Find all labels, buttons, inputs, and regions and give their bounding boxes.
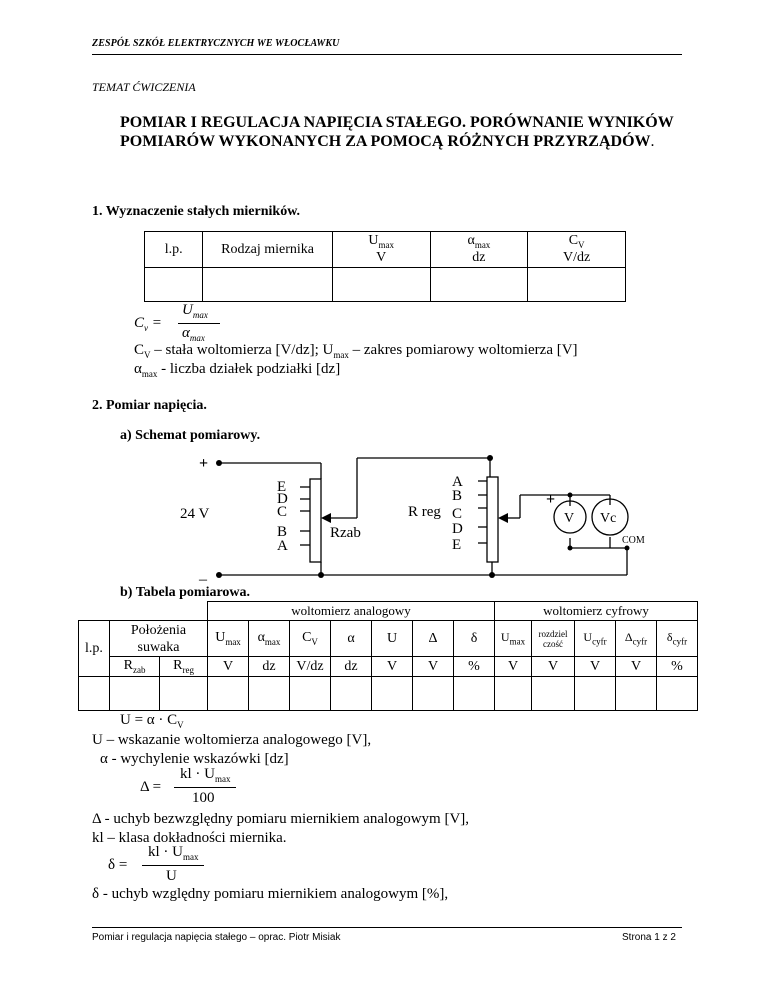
table-cell[interactable] [616,677,657,711]
group-analog: woltomierz analogowy [208,602,495,621]
table-cell[interactable] [79,677,110,711]
delta-rel-description: δ - uchyb względny pomiaru miernikiem analogowym [%], [92,886,449,902]
page-title: POMIAR I REGULACJA NAPIĘCIA STAŁEGO. PORÓWNANIE WYNIKÓW POMIARÓW WYKONANYCH ZA POMOCĄ RÓŻNYCH PRZYRZĄDÓW. [120,114,674,150]
cv-description: $C_V$ – stała woltomierza [V/dz]; $U_{max}$ – zakres pomiarowy woltomierza [V] [134,342,578,360]
col-u: U [372,621,413,657]
section1-heading: 1. Wyznaczenie stałych mierników. [92,204,301,219]
unit-cell: V [495,657,532,677]
unit-cell: V [372,657,413,677]
unit-cell: V [208,657,249,677]
rreg-label: R reg [408,504,441,520]
left-tap-label: C [277,504,288,520]
left-tap-label: E [277,479,287,495]
unit-cell: V [616,657,657,677]
minus-label: – [199,571,207,588]
col-resolution: rozdziel czość [532,621,575,657]
col-amax: $\alpha_{max}$ dz [430,232,528,268]
table-cell[interactable] [110,677,160,711]
kl-description: kl – klasa dokładności miernika. [92,830,287,846]
col-amax: $\alpha_{max}$ [249,621,290,657]
school-header: ZESPÓŁ SZKÓŁ ELEKTRYCZNYCH WE WŁOCŁAWKU [92,38,340,49]
eq-u: $U = \alpha \cdot C_V$ [120,712,184,730]
eq-delta: Δ = kl · $U_{max}$ 100 [140,768,250,808]
col-lp: l.p. [79,621,110,677]
col-delta-cyfr: $\Delta_{cyfr}$ [616,621,657,657]
unit-cell: V [413,657,454,677]
unit-cell: % [454,657,495,677]
col-type: Rodzaj miernika [203,232,333,268]
delta-description: Δ - uchyb bezwzględny pomiaru miernikiem analogowym [V], [92,811,470,827]
meter-vc-label: Vc [600,511,617,526]
col-cv: $C_V$ V/dz [528,232,626,268]
table-cell[interactable] [331,677,372,711]
table-cell[interactable] [495,677,532,711]
col-delta: Δ [413,621,454,657]
col-polozenie: Położenia suwaka [110,621,208,657]
footer-rule [92,927,682,928]
page-number: Strona 1 z 2 [622,932,676,943]
col-umax: $U_{max}$ V [332,232,430,268]
right-tap-label: E [452,537,462,553]
alpha-description: α - wychylenie wskazówki [dz] [100,751,289,767]
topic-label: TEMAT ĆWICZENIA [92,80,196,94]
left-tap-label: A [277,538,288,554]
col-u-cyfr: $U_{cyfr}$ [575,621,616,657]
col-alpha: α [331,621,372,657]
col-lp: l.p. [145,232,203,268]
meter-plus-label: + [546,491,556,508]
section2-heading: 2. Pomiar napięcia. [92,398,207,413]
eq-delta-rel: δ = kl · $U_{max}$ U [108,846,218,886]
meter-v-label: V [564,511,575,526]
table-cell[interactable] [208,677,249,711]
unit-cell: V [532,657,575,677]
col-rzab: $R_{zab}$ [110,657,160,677]
unit-cell: dz [249,657,290,677]
group-digital: woltomierz cyfrowy [495,602,698,621]
left-tap-label: B [277,524,288,540]
table-cell[interactable] [575,677,616,711]
measurement-table [78,601,698,711]
plus-label: + [199,455,209,472]
table-cell[interactable] [532,677,575,711]
col-cv: $C_V$ [290,621,331,657]
voltage-label: 24 V [180,506,210,522]
right-tap-label: B [452,488,463,504]
unit-cell: V/dz [290,657,331,677]
table-cell[interactable] [290,677,331,711]
formula-cv: $C_v$ = $U_{max}$ $\alpha_{max}$ [134,304,254,344]
col-umax: $U_{max}$ [208,621,249,657]
com-label: COM [622,535,645,546]
schematic-heading: a) Schemat pomiarowy. [120,428,261,443]
table-heading: b) Tabela pomiarowa. [120,585,251,600]
unit-cell: V [575,657,616,677]
col-rreg: $R_{reg}$ [160,657,208,677]
table-cell[interactable] [160,677,208,711]
table-cell[interactable] [372,677,413,711]
table-cell[interactable] [413,677,454,711]
unit-cell: dz [331,657,372,677]
table-cell[interactable] [249,677,290,711]
col-drel-cyfr: $\delta_{cyfr}$ [657,621,698,657]
amax-description: $\alpha_{max}$ - liczba działek podziałki [dz] [134,361,341,379]
right-tap-label: D [452,521,463,537]
u-description: U – wskazanie woltomierza analogowego [V], [92,732,372,748]
col-delta-rel: δ [454,621,495,657]
table-cell[interactable] [657,677,698,711]
unit-cell: % [657,657,698,677]
col-umax-digital: $U_{max}$ [495,621,532,657]
footer-left: Pomiar i regulacja napięcia stałego – oprac. Piotr Misiak [92,932,341,943]
right-tap-label: C [452,506,463,522]
left-tap-label: D [277,491,288,507]
right-tap-label: A [452,474,463,490]
rzab-label: Rzab [330,525,361,541]
table-cell[interactable] [454,677,495,711]
